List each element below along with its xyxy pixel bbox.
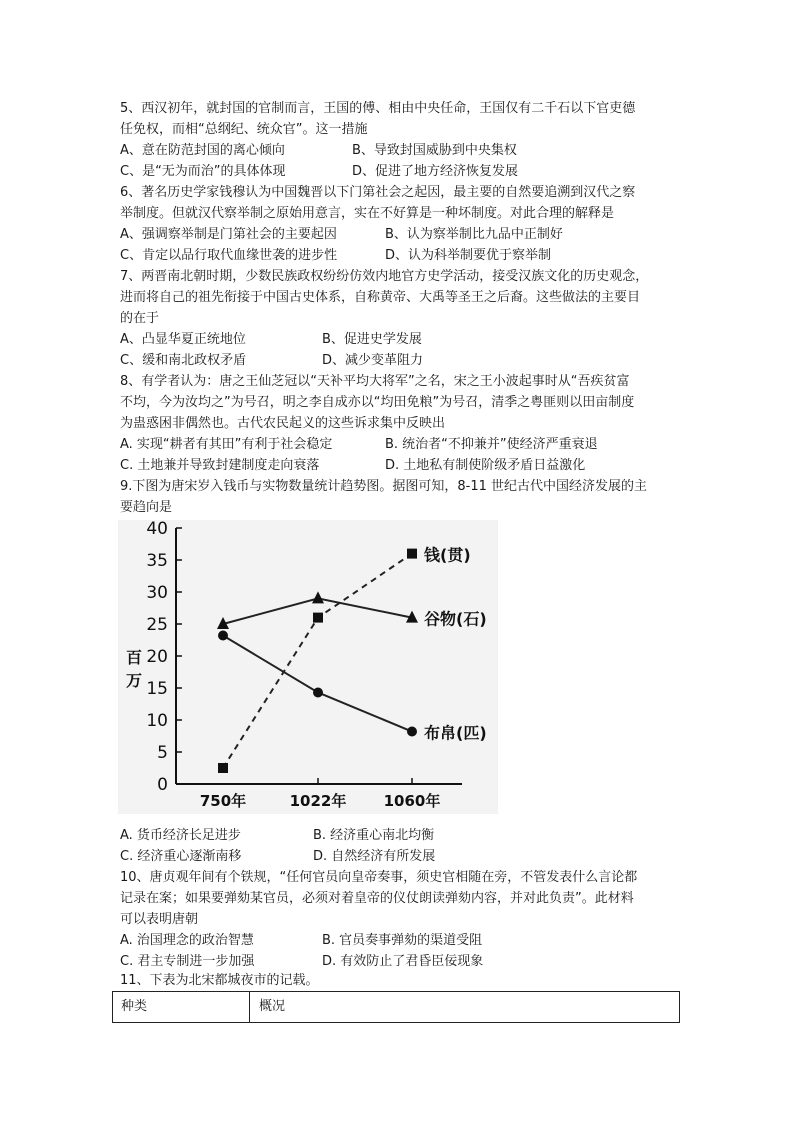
q8-option-d[interactable]: D. 土地私有制使阶级矛盾日益激化 [385, 458, 586, 473]
q7-stem-line-3: 的在于 [120, 311, 160, 326]
q10-stem-line-1: 10、唐贞观年间有个铁规，“任何官员向皇帝奏事，须史官相随在旁，不管发表什么言论都 [120, 870, 638, 885]
data-point-square [218, 763, 228, 773]
q10-option-a[interactable]: A. 治国理念的政治智慧 [120, 933, 254, 948]
series-name-label: 谷物(石) [424, 609, 487, 629]
q10-option-c[interactable]: C. 君主专制进一步加强 [120, 954, 255, 969]
q5-option-d[interactable]: D、促进了地方经济恢复发展 [352, 164, 519, 179]
y-axis-label: 百 [125, 648, 143, 667]
q5-option-a[interactable]: A、意在防范封国的离心倾向 [120, 143, 285, 158]
q8-stem-line-3: 为蛊惑困非偶然也。古代农民起义的这些诉求集中反映出 [120, 416, 446, 431]
y-tick-label: 40 [146, 519, 168, 539]
data-point-square [313, 613, 323, 623]
q7-option-c[interactable]: C、缓和南北政权矛盾 [120, 353, 247, 368]
q6-stem-line-1: 6、著名历史学家钱穆认为中国魏晋以下门第社会之起因，最主要的自然要追溯到汉代之察 [120, 185, 636, 200]
y-axis-label: 万 [125, 671, 143, 690]
y-tick-label: 30 [146, 583, 168, 603]
y-tick-label: 15 [146, 679, 168, 699]
q5-stem-line-2: 任免权，而相“总纲纪、统众官”。这一措施 [120, 122, 368, 137]
q8-option-b[interactable]: B. 统治者“不抑兼并”使经济严重衰退 [385, 437, 598, 452]
q9-option-a[interactable]: A. 货币经济长足进步 [120, 828, 241, 843]
q5-stem-line-1: 5、西汉初年，就封国的官制而言，王国的傅、相由中央任命，王国仅有二千石以下官吏德 [120, 101, 636, 116]
q8-option-a[interactable]: A. 实现“耕者有其田”有利于社会稳定 [120, 437, 333, 452]
q9-option-c[interactable]: C. 经济重心逐渐南移 [120, 849, 242, 864]
q11-stem-line-1: 11、下表为北宋都城夜市的记载。 [120, 973, 319, 988]
q9-stem-line-1: 9.下图为唐宋岁入钱币与实物数量统计趋势图。据图可知，8-11 世纪古代中国经济发展的主 [120, 479, 648, 494]
data-point-circle [407, 727, 417, 737]
data-point-circle [313, 687, 323, 697]
q7-stem-line-1: 7、两晋南北朝时期，少数民族政权纷纷仿效内地官方史学活动，接受汉族文化的历史观念， [120, 269, 649, 284]
q7-option-a[interactable]: A、凸显华夏正统地位 [120, 332, 246, 347]
q7-option-b[interactable]: B、促进史学发展 [322, 332, 422, 347]
data-point-square [407, 549, 417, 559]
night-market-table [112, 991, 680, 1023]
q9-option-b[interactable]: B. 经济重心南北均衡 [313, 828, 435, 843]
data-point-circle [218, 631, 228, 641]
series-name-label: 钱(贯) [424, 545, 471, 565]
y-tick-label: 25 [146, 615, 168, 635]
q6-option-c[interactable]: C、肯定以品行取代血缘世袭的进步性 [120, 248, 338, 263]
x-tick-label: 1060年 [383, 792, 441, 810]
q10-stem-line-3: 可以表明唐朝 [120, 912, 199, 927]
y-tick-label: 35 [146, 551, 168, 571]
q10-option-d[interactable]: D. 有效防止了君昏臣佞现象 [322, 954, 484, 969]
q8-stem-line-2: 不均，今为汝均之”为号召，明之李自成亦以“均田免粮”为号召，清季之粤匪则以田亩制度 [120, 395, 635, 410]
q7-stem-line-2: 进而将自己的祖先衔接于中国古史体系，自称黄帝、大禹等圣王之后裔。这些做法的主要目 [120, 290, 641, 305]
q8-stem-line-1: 8、有学者认为：唐之王仙芝冠以“天补平均大将军”之名，宋之王小波起事时从“吾疾贫富 [120, 374, 630, 389]
q9-option-d[interactable]: D. 自然经济有所发展 [313, 849, 436, 864]
q9-stem-line-2: 要趋向是 [120, 500, 173, 515]
q10-option-b[interactable]: B. 官员奏事弹劾的渠道受阻 [322, 933, 483, 948]
table-header-type: 种类 [113, 992, 250, 1022]
trend-chart [112, 518, 502, 818]
q7-option-d[interactable]: D、减少变革阻力 [322, 353, 424, 368]
y-tick-label: 5 [157, 743, 168, 763]
x-tick-label: 1022年 [289, 792, 347, 810]
q6-option-b[interactable]: B、认为察举制比九品中正制好 [385, 227, 563, 242]
q6-option-a[interactable]: A、强调察举制是门第社会的主要起因 [120, 227, 337, 242]
q5-option-c[interactable]: C、是“无为而治”的具体体现 [120, 164, 286, 179]
table-header-overview: 概况 [259, 999, 286, 1014]
q5-option-b[interactable]: B、导致封国威胁到中央集权 [352, 143, 517, 158]
y-tick-label: 0 [157, 775, 168, 795]
y-tick-label: 20 [146, 647, 168, 667]
y-tick-label: 10 [146, 711, 168, 731]
q8-option-c[interactable]: C. 土地兼并导致封建制度走向衰落 [120, 458, 320, 473]
q10-stem-line-2: 记录在案；如果要弹劾某官员，必须对着皇帝的仪仗朗读弹劾内容，并对此负责”。此材料 [120, 891, 634, 906]
q6-stem-line-2: 举制度。但就汉代察举制之原始用意言，实在不好算是一种坏制度。对此合理的解释是 [120, 206, 615, 221]
x-tick-label: 750年 [199, 792, 247, 810]
series-name-label: 布帛(匹) [424, 723, 487, 743]
q6-option-d[interactable]: D、认为科举制要优于察举制 [385, 248, 552, 263]
